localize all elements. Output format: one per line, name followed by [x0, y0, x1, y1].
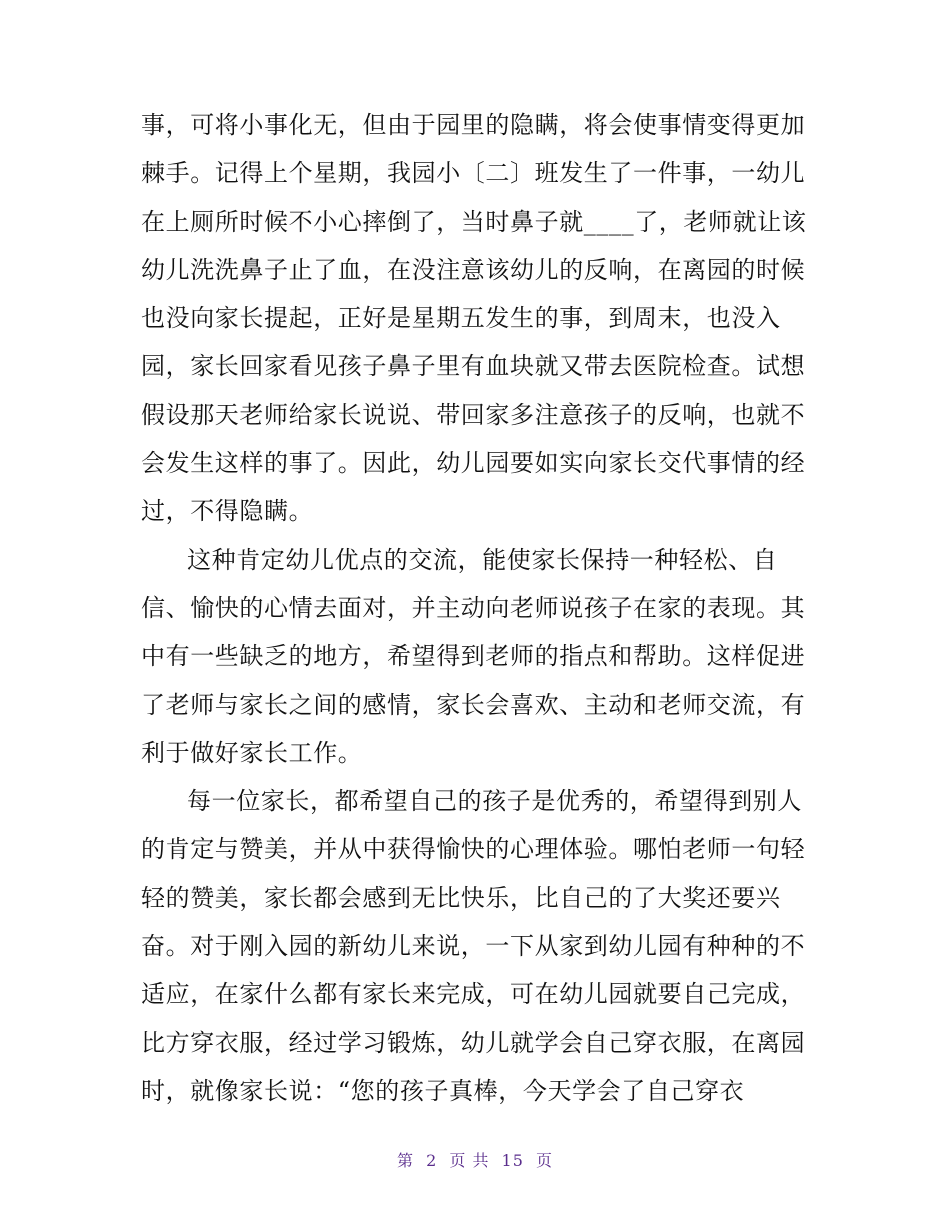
text-line: 在上厕所时候不小心摔倒了，当时鼻子就____了，老师就让该 [141, 207, 807, 236]
text-line: 了老师与家长之间的感情，家长会喜欢、主动和老师交流，有 [141, 690, 806, 719]
body-text [141, 101, 811, 1115]
text-line: 轻的赞美，家长都会感到无比快乐，比自己的了大奖还要兴 [141, 883, 781, 912]
total-page-count: 15 [501, 1151, 524, 1170]
text-line: 过，不得隐瞒。 [141, 497, 314, 526]
text-line: 幼儿洗洗鼻子止了血，在没注意该幼儿的反响，在离园的时候 [141, 255, 806, 284]
text-line: 时，就像家长说：“您的孩子真棒，今天学会了自己穿衣 [141, 1076, 745, 1105]
text-line: 的肯定与赞美，并从中获得愉快的心理体验。哪怕老师一句轻 [141, 835, 806, 864]
page-number-footer [0, 1148, 950, 1171]
footer-prefix: 第 [396, 1151, 414, 1170]
text-line: 棘手。记得上个星期，我园小〔二〕班发生了一件事，一幼儿 [141, 159, 806, 188]
text-line: 比方穿衣服，经过学习锻炼，幼儿就学会自己穿衣服，在离园 [141, 1028, 806, 1057]
text-line: 信、愉快的心情去面对，并主动向老师说孩子在家的表现。其 [141, 593, 806, 622]
text-line: 园，家长回家看见孩子鼻子里有血块就又带去医院检查。试想 [141, 352, 806, 381]
text-line: 会发生这样的事了。因此，幼儿园要如实向家长交代事情的经 [141, 449, 806, 478]
text-line: 假设那天老师给家长说说、带回家多注意孩子的反响，也就不 [141, 400, 806, 429]
paragraph-start-line: 这种肯定幼儿优点的交流，能使家长保持一种轻松、自 [187, 545, 778, 574]
paragraph-start-line: 每一位家长，都希望自己的孩子是优秀的，希望得到别人 [187, 787, 802, 816]
text-line: 中有一些缺乏的地方，希望得到老师的指点和帮助。这样促进 [141, 642, 806, 671]
current-page-number: 2 [426, 1151, 438, 1170]
text-line: 奋。对于刚入园的新幼儿来说，一下从家到幼儿园有种种的不 [141, 932, 806, 961]
text-line: 利于做好家长工作。 [141, 738, 363, 767]
text-line: 适应，在家什么都有家长来完成，可在幼儿园就要自己完成， [141, 980, 806, 1009]
text-line: 事，可将小事化无，但由于园里的隐瞒，将会使事情变得更加 [141, 111, 806, 139]
text-line: 也没向家长提起，正好是星期五发生的事，到周末，也没入 [141, 304, 781, 333]
footer-middle: 页 共 [449, 1151, 490, 1170]
footer-suffix: 页 [536, 1151, 554, 1170]
